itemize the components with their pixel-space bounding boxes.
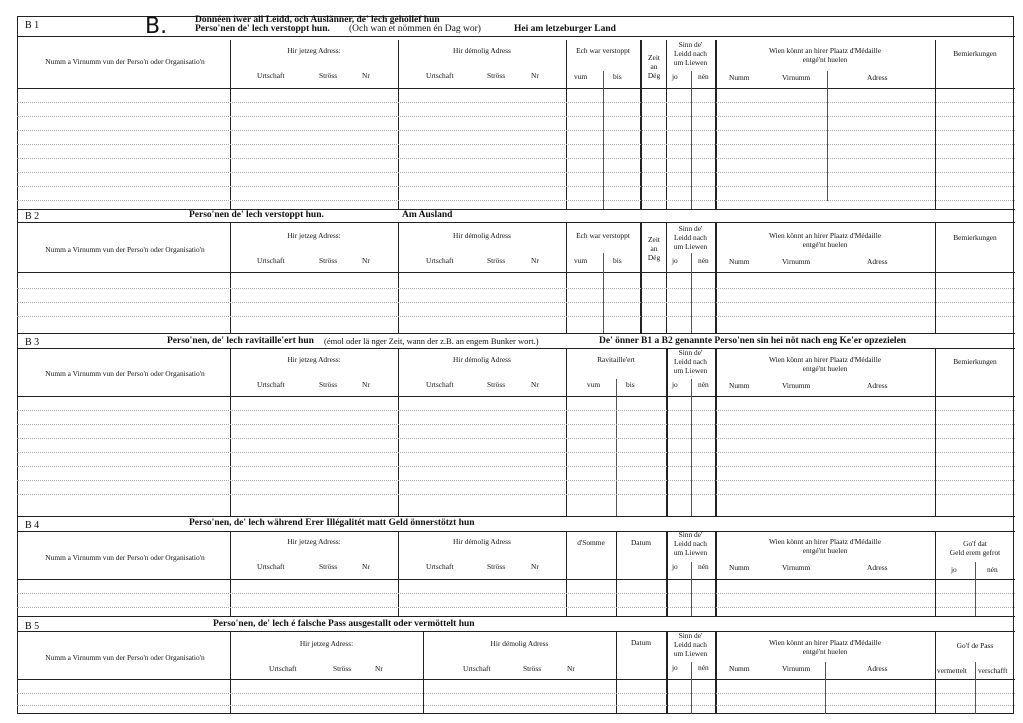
- section-b2: [17, 208, 1015, 334]
- section-b4-header-bottom: [17, 579, 1015, 580]
- b4-nr: Nr: [362, 562, 370, 571]
- b2-adress: Adress: [867, 257, 888, 266]
- b5-wien-1: Wien könnt an hirer Plaatz d'Médaille: [768, 638, 882, 647]
- b1-hid-col: Ech war verstoppt: [576, 46, 630, 55]
- b3-wien-2: entgé'nt huelen: [802, 364, 848, 373]
- b1-virnumm: Virnumm: [782, 73, 811, 82]
- b5-wien: [715, 638, 935, 656]
- b1-row-line: [17, 116, 1015, 117]
- b4-numm: Numm: [729, 563, 750, 572]
- b4-geld: [935, 539, 1015, 557]
- b2-sinn-3: um Liewen: [673, 242, 708, 251]
- b3-sinn-1: Sinn de': [678, 348, 703, 357]
- b3-row-line: [17, 480, 1015, 481]
- b4-urtschaft2: Urtschaft: [426, 562, 454, 571]
- b1-jo: jo: [672, 72, 678, 81]
- b1-current-addr: Hir jetzeg Adress:: [287, 46, 341, 55]
- b1-zeit-1: Zeit: [648, 53, 660, 62]
- b2-divider: [691, 253, 692, 334]
- b1-name-col: Numm a Virnumm vun der Perso'n oder Organisatio'n: [45, 57, 205, 66]
- b2-wien: [715, 231, 935, 249]
- b3-row-line: [17, 410, 1015, 411]
- b2-wien-1: Wien könnt an hirer Plaatz d'Médaille: [768, 231, 882, 240]
- b3-bis: bis: [626, 380, 635, 389]
- b5-divider: [691, 662, 692, 714]
- section-b1-title-line1: Donnéen iwer all Leidd, och Auslänner, de' lech gehollef hun: [195, 15, 440, 25]
- b1-divider: [398, 40, 399, 210]
- b1-row-line: [17, 200, 1015, 201]
- b3-name-col: Numm a Virnumm vun der Perso'n oder Organisatio'n: [45, 369, 205, 378]
- b3-divider: [616, 379, 617, 517]
- b2-jo: jo: [672, 256, 678, 265]
- section-b3-title2: De' önner B1 a B2 genannte Perso'nen sin hei nöt nach eng Ke'er opzezielen: [599, 336, 907, 346]
- section-b5-title: Perso'nen, de' lech é falsche Pass ausgestallt oder vermöttelt hun: [213, 619, 475, 629]
- b2-name-col: Numm a Virnumm vun der Perso'n oder Organisatio'n: [45, 245, 205, 254]
- b4-wien-2: entgé'nt huelen: [802, 546, 848, 555]
- b1-zeit-3: Dég: [647, 71, 661, 80]
- b1-row-line: [17, 144, 1015, 145]
- b3-wien: [715, 355, 935, 373]
- b5-stross2: Ströss: [523, 664, 542, 673]
- b2-zeit-3: Dég: [647, 253, 661, 262]
- b4-current-addr: Hir jetzeg Adress:: [287, 537, 341, 546]
- b3-divider: [566, 349, 567, 517]
- b5-former-addr: Hir démolig Adress: [490, 639, 549, 648]
- b5-name-col: Numm a Virnumm vun der Perso'n oder Organisatio'n: [45, 653, 205, 662]
- b3-row-line: [17, 452, 1015, 453]
- b5-urtschaft2: Urtschaft: [463, 664, 491, 673]
- b1-nr: Nr: [362, 71, 370, 80]
- b4-stross: Ströss: [319, 562, 338, 571]
- b5-jo: jo: [672, 663, 678, 672]
- b2-sinn: [666, 224, 715, 251]
- b4-divider: [691, 562, 692, 617]
- section-b1: [17, 16, 1015, 210]
- b2-vum: vum: [574, 256, 588, 265]
- b2-urtschaft2: Urtschaft: [426, 256, 454, 265]
- b3-row-line: [17, 494, 1015, 495]
- section-b3-header: [17, 334, 1015, 349]
- b5-sinn-2: Leidd nach: [673, 640, 708, 649]
- b1-wien-1: Wien könnt an hirer Plaatz d'Médaille: [768, 46, 882, 55]
- b2-zeit: [641, 235, 667, 262]
- b1-divider: [230, 40, 231, 210]
- form-marker: B.: [145, 14, 168, 39]
- section-b5-header-bottom: [17, 679, 1015, 680]
- b3-sinn-2: Leidd nach: [673, 357, 708, 366]
- section-b5: [17, 617, 1015, 714]
- b2-zeit-2: an: [650, 244, 658, 253]
- section-b5-id: B 5: [25, 621, 40, 632]
- section-b1-title-note: (Och wan et nömmen én Dag wor): [349, 24, 481, 34]
- b2-divider: [603, 253, 604, 334]
- b3-divider: [935, 349, 936, 517]
- b3-row-line: [17, 424, 1015, 425]
- section-b1-header-bottom: [17, 88, 1015, 89]
- b1-divider: [566, 40, 567, 210]
- section-b2-header-bottom: [17, 272, 1015, 273]
- b2-stross2: Ströss: [487, 256, 506, 265]
- b4-datum: Datum: [630, 538, 652, 547]
- b4-row-line: [17, 607, 1015, 608]
- b5-verschafft: verschafft: [978, 666, 1008, 675]
- b1-row-line: [17, 172, 1015, 173]
- b3-adress: Adress: [867, 381, 888, 390]
- b2-wien-2: entgé'nt huelen: [802, 240, 848, 249]
- b3-divider: [691, 379, 692, 517]
- section-b3: [17, 334, 1015, 517]
- b5-divider: [975, 662, 976, 714]
- section-b3-id: B 3: [25, 337, 40, 348]
- b2-zeit-1: Zeit: [648, 235, 660, 244]
- b3-jo: jo: [672, 380, 678, 389]
- b1-bemierkungen: Bemierkungen: [953, 49, 997, 58]
- b4-nen: nén: [698, 562, 709, 571]
- section-b4-header: [17, 517, 1015, 532]
- b1-sinn-2: Leidd nach: [673, 49, 708, 58]
- b5-numm: Numm: [729, 664, 750, 673]
- b4-somme: d'Somme: [577, 538, 605, 547]
- b2-row-line: [17, 302, 1015, 303]
- section-b4-id: B 4: [25, 520, 40, 531]
- b4-stross2: Ströss: [487, 562, 506, 571]
- b1-divider: [827, 71, 828, 201]
- b5-sinn-1: Sinn de': [678, 631, 703, 640]
- b4-jo: jo: [672, 562, 678, 571]
- b3-virnumm: Virnumm: [782, 381, 811, 390]
- b4-name-col: Numm a Virnumm vun der Perso'n oder Organisatio'n: [45, 553, 205, 562]
- b4-divider: [975, 562, 976, 617]
- b3-urtschaft: Urtschaft: [257, 380, 285, 389]
- b1-wien: [715, 46, 935, 64]
- b4-adress: Adress: [867, 563, 888, 572]
- b3-nr: Nr: [362, 380, 370, 389]
- b1-sinn-1: Sinn de': [678, 40, 703, 49]
- b2-hid-col: Ech war verstoppt: [576, 231, 630, 240]
- b2-urtschaft: Urtschaft: [257, 256, 285, 265]
- b1-adress: Adress: [867, 73, 888, 82]
- b3-stross2: Ströss: [487, 380, 506, 389]
- b3-row-line: [17, 466, 1015, 467]
- b3-bemierkungen: Bemierkungen: [953, 357, 997, 366]
- b5-pass: Go'f de Pass: [956, 641, 994, 650]
- b2-nen: nén: [698, 256, 709, 265]
- b2-row-line: [17, 288, 1015, 289]
- b4-sinn-3: um Liewen: [673, 548, 708, 557]
- b2-nr2: Nr: [531, 256, 539, 265]
- section-b5-header: [17, 617, 1015, 632]
- b2-bis: bis: [613, 256, 622, 265]
- b4-sinn: [666, 530, 715, 557]
- b3-urtschaft2: Urtschaft: [426, 380, 454, 389]
- b4-geld-2: Geld erem gefrot: [949, 548, 1001, 557]
- b5-row-line: [17, 705, 1015, 706]
- section-b2-title2: Am Ausland: [402, 210, 453, 220]
- b1-zeit-2: an: [650, 62, 658, 71]
- b3-sinn-3: um Liewen: [673, 366, 708, 375]
- b1-sinn: [666, 40, 715, 67]
- b4-nen2: nén: [987, 565, 998, 574]
- b1-vum: vum: [574, 72, 588, 81]
- b5-sinn: [666, 631, 715, 658]
- b5-datum: Datum: [630, 638, 652, 647]
- b5-row-line: [17, 693, 1015, 694]
- b4-jo2: jo: [951, 565, 957, 574]
- section-b3-title-note: (émol oder lä nger Zeit, wann der z.B. an engem Bunker wort.): [324, 336, 539, 346]
- b2-nr: Nr: [362, 256, 370, 265]
- section-b3-title: Perso'nen, de' lech ravitaille'ert hun: [167, 336, 314, 346]
- section-b2-header: [17, 208, 1015, 223]
- b4-wien: [715, 537, 935, 555]
- b4-row-line: [17, 593, 1015, 594]
- b3-rav-col: Ravitaille'ert: [597, 355, 635, 364]
- b3-nen: nén: [698, 380, 709, 389]
- b1-bis: bis: [613, 72, 622, 81]
- b3-nr2: Nr: [531, 380, 539, 389]
- b5-sinn-3: um Liewen: [673, 649, 708, 658]
- b5-urtschaft: Urtschaft: [269, 664, 297, 673]
- b1-former-addr: Hir démolig Adress: [453, 46, 511, 55]
- b3-divider: [715, 349, 717, 517]
- b5-stross: Ströss: [333, 664, 352, 673]
- b2-stross: Ströss: [319, 256, 338, 265]
- b4-nr2: Nr: [531, 562, 539, 571]
- b5-wien-2: entgé'nt huelen: [802, 647, 848, 656]
- section-b3-header-bottom: [17, 396, 1015, 397]
- section-b1-title-place: Hei am letzeburger Land: [514, 24, 616, 34]
- b4-urtschaft: Urtschaft: [257, 562, 285, 571]
- b1-row-line: [17, 102, 1015, 103]
- b2-sinn-1: Sinn de': [678, 224, 703, 233]
- b1-urtschaft2: Urtschaft: [426, 71, 454, 80]
- b1-urtschaft: Urtschaft: [257, 71, 285, 80]
- b3-current-addr: Hir jetzeg Adress:: [287, 355, 341, 364]
- b1-zeit: [641, 53, 667, 80]
- b1-divider: [715, 40, 717, 210]
- b1-divider: [691, 71, 692, 210]
- b5-nr: Nr: [375, 664, 383, 673]
- b1-row-line: [17, 130, 1015, 131]
- b2-former-addr: Hir démolig Adress: [453, 231, 511, 240]
- b5-virnumm: Virnumm: [782, 664, 811, 673]
- b4-former-addr: Hir démolig Adress: [453, 537, 511, 546]
- b3-divider: [230, 349, 231, 517]
- b1-stross: Ströss: [319, 71, 338, 80]
- section-b1-id: B 1: [25, 20, 40, 31]
- b1-row-line: [17, 158, 1015, 159]
- b3-divider: [398, 349, 399, 517]
- b5-vermettelt: vermettelt: [937, 666, 967, 675]
- b4-sinn-1: Sinn de': [678, 530, 703, 539]
- b2-sinn-2: Leidd nach: [673, 233, 708, 242]
- b2-virnumm: Virnumm: [782, 257, 811, 266]
- section-b1-title-line2: Perso'nen de' lech verstoppt hun.: [195, 24, 330, 34]
- b1-row-line: [17, 186, 1015, 187]
- b5-current-addr: Hir jetzeg Adress:: [299, 639, 354, 648]
- b3-row-line: [17, 438, 1015, 439]
- b2-current-addr: Hir jetzeg Adress:: [287, 231, 341, 240]
- b3-numm: Numm: [729, 381, 750, 390]
- b5-nr2: Nr: [567, 664, 575, 673]
- b3-former-addr: Hir démolig Adress: [453, 355, 511, 364]
- b4-wien-1: Wien könnt an hirer Plaatz d'Médaille: [768, 537, 882, 546]
- b5-divider: [825, 662, 826, 714]
- b2-bemierkungen: Bemierkungen: [953, 233, 997, 242]
- b1-divider: [935, 40, 936, 210]
- b4-virnumm: Virnumm: [782, 563, 811, 572]
- b2-row-line: [17, 316, 1015, 317]
- b1-numm: Numm: [729, 73, 750, 82]
- b4-geld-1: Go'f dat: [963, 539, 987, 548]
- section-b1-header: [17, 16, 1015, 37]
- b3-stross: Ströss: [319, 380, 338, 389]
- b5-adress: Adress: [867, 664, 888, 673]
- b1-stross2: Ströss: [487, 71, 506, 80]
- b3-vum: vum: [587, 380, 601, 389]
- b1-wien-2: entgé'nt huelen: [802, 55, 848, 64]
- b4-sinn-2: Leidd nach: [673, 539, 708, 548]
- b1-nr2: Nr: [531, 71, 539, 80]
- section-b2-title: Perso'nen de' lech verstoppt hun.: [189, 210, 324, 220]
- b3-wien-1: Wien könnt an hirer Plaatz d'Médaille: [768, 355, 882, 364]
- b5-nen: nén: [698, 663, 709, 672]
- b3-sinn: [666, 348, 715, 375]
- b1-nen: nén: [698, 72, 709, 81]
- b1-divider: [603, 71, 604, 210]
- section-b4: [17, 517, 1015, 617]
- b2-numm: Numm: [729, 257, 750, 266]
- section-b4-title: Perso'nen, de' lech während Erer Illégalitét matt Geld önnerstötzt hun: [189, 518, 475, 528]
- b1-sinn-3: um Liewen: [673, 58, 708, 67]
- section-b2-id: B 2: [25, 211, 40, 222]
